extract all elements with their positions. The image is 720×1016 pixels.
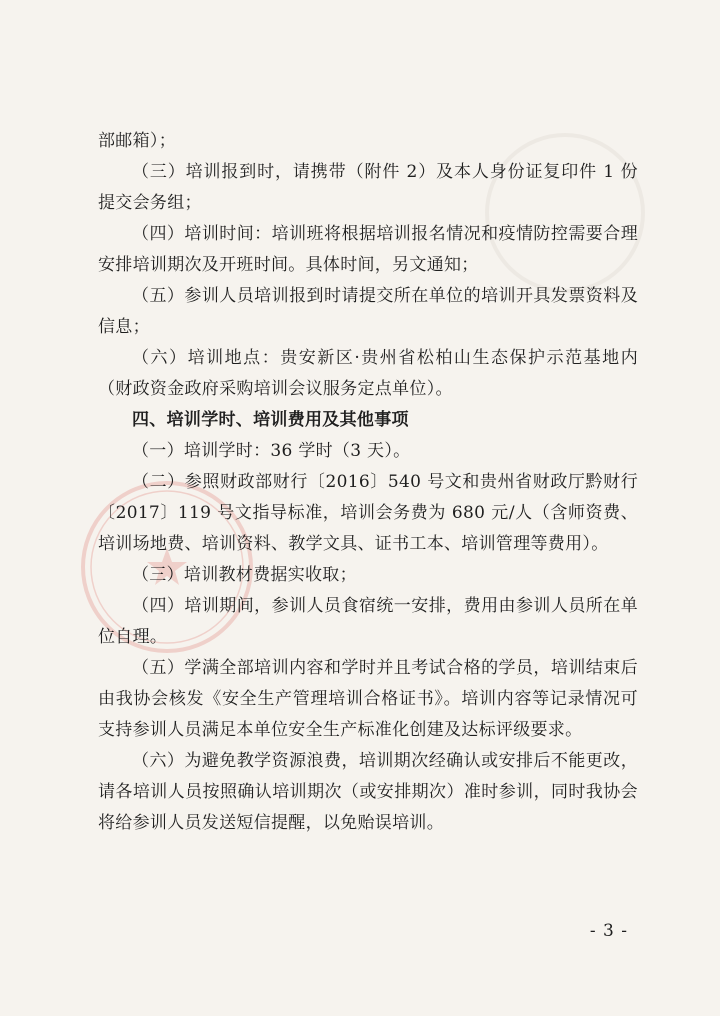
- paragraph-1: 部邮箱）；: [98, 131, 176, 151]
- page-number: - 3 -: [589, 921, 628, 941]
- section-heading: 四、培训学时、培训费用及其他事项: [132, 410, 409, 430]
- paragraph-2: （三）培训报到时，请携带（附件 2）及本人身份证复印件 1 份提交会务组；: [98, 162, 638, 213]
- paragraph-3: （四）培训时间：培训班将根据培训报名情况和疫情防控需要合理安排培训期次及开班时间。具体时间，另文通知；: [98, 224, 638, 275]
- body-text: [98, 126, 638, 839]
- paragraph-11: （五）学满全部培训内容和学时并且考试合格的学员，培训结束后由我协会核发《安全生产管理培训合格证书》。培训内容等记录情况可支持参训人员满足本单位安全生产标准化创建及达标评级要求。: [98, 658, 638, 740]
- paragraph-12: （六）为避免教学资源浪费，培训期次经确认或安排后不能更改，请各培训人员按照确认培训期次（或安排期次）准时参训，同时我协会将给参训人员发送短信提醒，以免贻误培训。: [98, 751, 638, 833]
- paragraph-9: （三）培训教材费据实收取；: [132, 565, 357, 585]
- paragraph-8: （二）参照财政部财行〔2016〕540 号文和贵州省财政厅黔财行〔2017〕119 号文指导标准，培训会务费为 680 元/人（含师资费、培训场地费、培训资料、教学文具、证书工本、培训管理等费用）。: [98, 472, 638, 554]
- paragraph-10: （四）培训期间，参训人员食宿统一安排，费用由参训人员所在单位自理。: [98, 596, 638, 647]
- paragraph-5: （六）培训地点：贵安新区·贵州省松柏山生态保护示范基地内（财政资金政府采购培训会议服务定点单位）。: [98, 348, 638, 399]
- paragraph-4: （五）参训人员培训报到时请提交所在单位的培训开具发票资料及信息；: [98, 286, 638, 337]
- paragraph-7: （一）培训学时：36 学时（3 天）。: [132, 441, 411, 461]
